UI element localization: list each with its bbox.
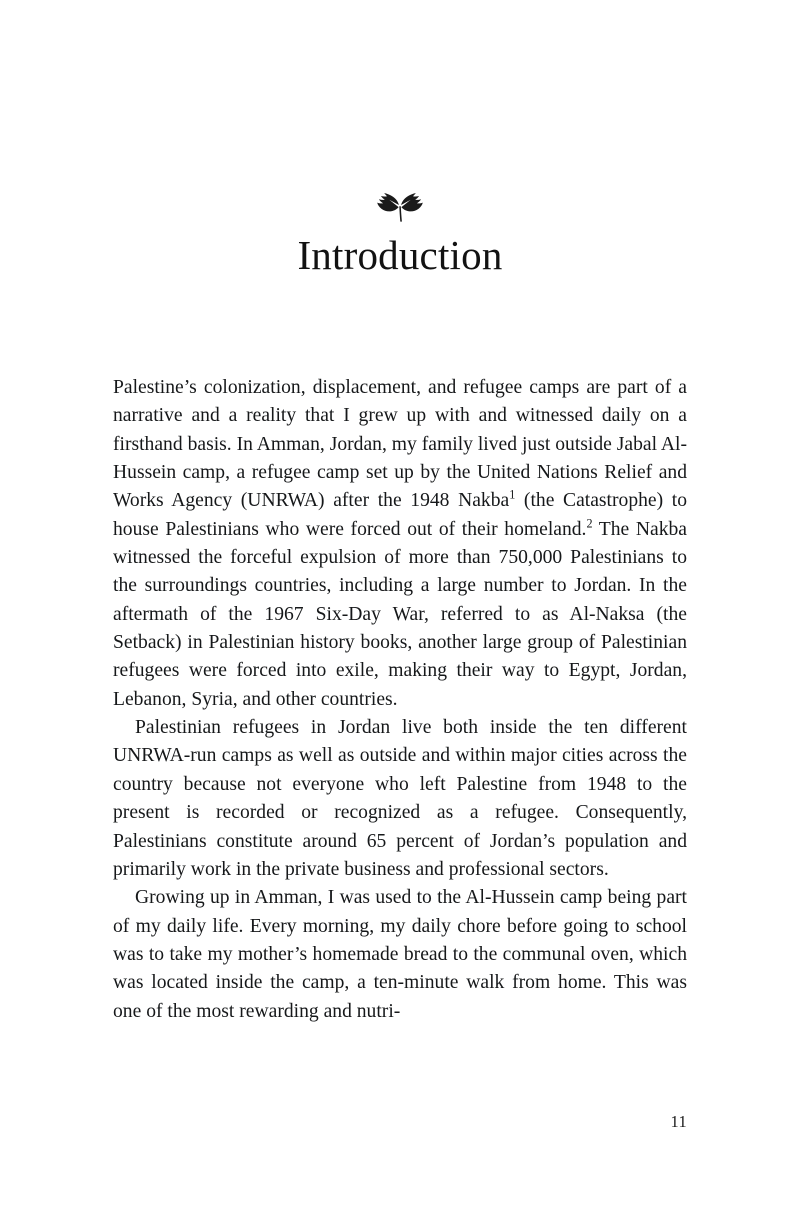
body-text xyxy=(113,374,687,1026)
paragraph-p3: Growing up in Amman, I was used to the Al-Hussein camp being part of my daily life. Every morning, my daily chore before going to school was to take my mother’s homemade bread to the communal oven, which was located inside the camp, a ten-minute walk from home. This was one of the most rewarding and nutri- xyxy=(113,887,687,1022)
page-title: Introduction xyxy=(297,232,503,278)
paragraph-p2: Palestinian refugees in Jordan live both inside the ten different UNRWA-run camps as well as outside and within major cities across the country because not everyone who left Palestine from 1948 to the present is recorded or recognized as a refugee. Consequently, Palestinians constitute around 65 percent of Jordan’s population and primarily work in the private business and professional sectors. xyxy=(113,717,687,880)
footnote-marker: 1 xyxy=(509,487,516,502)
footnote-marker: 2 xyxy=(586,516,593,531)
page-number: 11 xyxy=(670,1112,687,1131)
two-leaves-ornament xyxy=(0,193,800,223)
paragraph-p1: Palestine’s colonization, displacement, and refugee camps are part of a narrative and a reality that I grew up with and witnessed daily on a firsthand basis. In Amman, Jordan, my family lived just outside Jabal Al-Hussein camp, a refugee camp set up by the United Nations Relief and Works Agency (UNRWA) after the 1948 Nakba$^1$ (the Catastrophe) to house Palestinians who were forced out of their homeland.$^2$ The Nakba witnessed the forceful expulsion of more than 750,000 Palestinians to the surroundings countries, including a large number to Jordan. In the aftermath of the 1967 Six-Day War, referred to as Al-Naksa (the Setback) in Palestinian history books, another large group of Palestinian refugees were forced into exile, making their way to Egypt, Jordan, Lebanon, Syria, and other countries. xyxy=(113,377,687,710)
